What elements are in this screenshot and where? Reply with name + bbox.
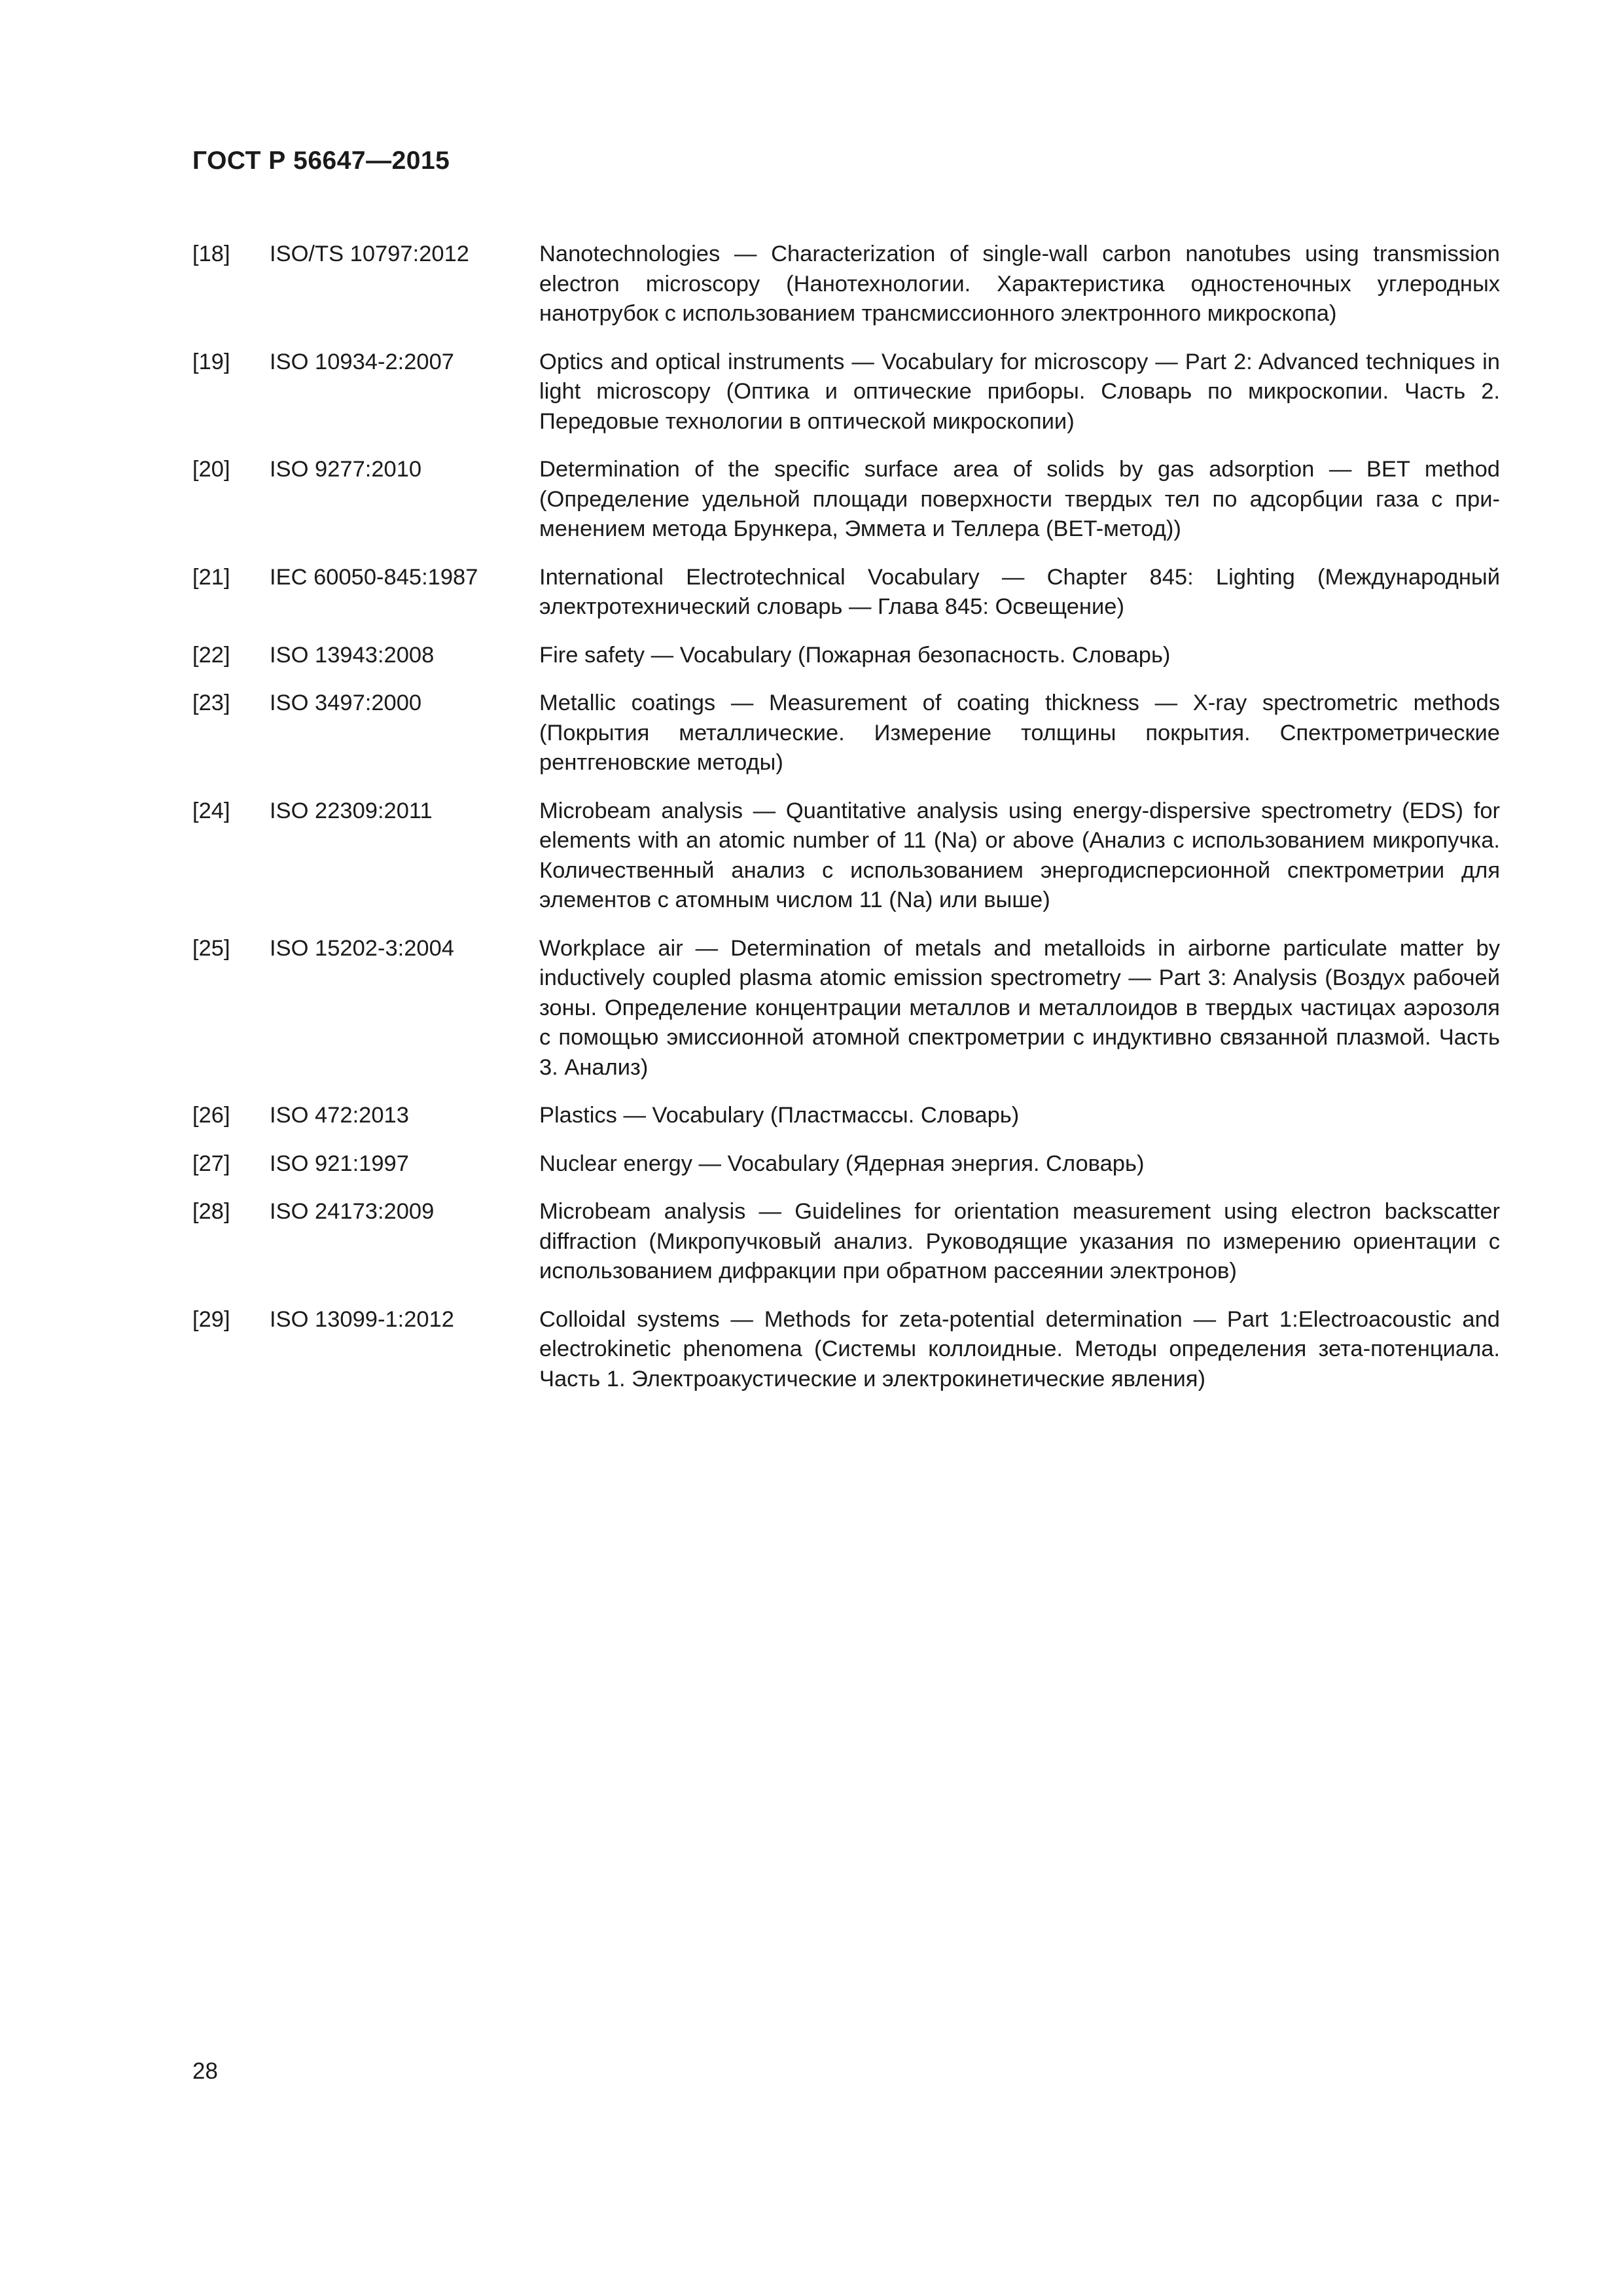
- reference-title: Workplace air — Determination of metals and metalloids in airborne particulate matter by inductively coupled plasma atomic emission spectrometry — Part 3: Analysis (Воздух рабочей зоны. Определение концентрации металлов и металлоидов в твердых частицах аэрозоля с помощью эмиссионной атомной спектрометрии с индуктивно связанной плазмой. Часть 3. Анализ): [539, 935, 1500, 1080]
- reference-number: [28]: [192, 1199, 230, 1224]
- reference-item: [192, 348, 1500, 437]
- reference-standard-code: ISO 472:2013: [270, 1103, 409, 1128]
- reference-title: Fire safety — Vocabulary (Пожарная безопасность. Словарь): [539, 642, 1171, 668]
- reference-number: [20]: [192, 457, 230, 482]
- reference-item: [192, 934, 1500, 1083]
- reference-standard-code: ISO 921:1997: [270, 1151, 409, 1176]
- reference-number: [26]: [192, 1103, 230, 1128]
- reference-title: Colloidal systems — Methods for zeta-potential determination — Part 1:Electroacoustic and electrokinetic phenomena (Системы коллоидные. Методы определения зета-потенциала. Часть 1. Электроакустические и электрокинетические явления): [539, 1306, 1500, 1391]
- reference-item: [192, 455, 1500, 545]
- reference-item: [192, 1305, 1500, 1395]
- reference-item: [192, 240, 1500, 329]
- reference-title: International Electrotechnical Vocabulary — Chapter 845: Lighting (Международный электротехнический словарь — Глава 845: Освещение): [539, 564, 1500, 619]
- reference-standard-code: ISO 3497:2000: [270, 691, 422, 715]
- reference-standard-code: ISO 13099-1:2012: [270, 1306, 454, 1332]
- reference-standard-code: ISO 15202-3:2004: [270, 935, 454, 961]
- reference-standard-code: ISO 13943:2008: [270, 642, 435, 668]
- reference-standard-code: ISO/TS 10797:2012: [270, 242, 469, 266]
- reference-title: Determination of the specific surface area of solids by gas adsorption — BET method (Определение удельной площади поверхности твердых тел по адсорбции газа с применением метода Брункера, Эммета и Теллера (BET-метод)): [539, 457, 1500, 541]
- reference-number: [29]: [192, 1306, 230, 1332]
- reference-item: [192, 689, 1500, 778]
- reference-standard-code: ISO 24173:2009: [270, 1199, 435, 1224]
- reference-item: [192, 1101, 1500, 1131]
- reference-standard-code: ISO 22309:2011: [270, 798, 433, 823]
- document-header: ГОСТ Р 56647—2015: [192, 147, 450, 175]
- reference-title: Optics and optical instruments — Vocabulary for microscopy — Part 2: Advanced techniques in light microscopy (Оптика и оптические приборы. Словарь по микроскопии. Часть 2. Передовые технологии в оптической микроскопии): [539, 349, 1500, 434]
- reference-item: [192, 797, 1500, 916]
- reference-item: [192, 1197, 1500, 1287]
- reference-title: Nuclear energy — Vocabulary (Ядерная энергия. Словарь): [539, 1151, 1145, 1176]
- reference-number: [25]: [192, 935, 230, 961]
- reference-title: Plastics — Vocabulary (Пластмассы. Словарь): [539, 1103, 1020, 1128]
- reference-number: [23]: [192, 691, 230, 715]
- reference-number: [19]: [192, 349, 230, 374]
- reference-standard-code: ISO 10934-2:2007: [270, 349, 454, 374]
- reference-standard-code: IEC 60050-845:1987: [270, 564, 478, 590]
- reference-number: [18]: [192, 242, 230, 266]
- page-number: 28: [192, 2058, 218, 2084]
- reference-list: [192, 240, 1500, 1412]
- reference-number: [22]: [192, 642, 230, 668]
- reference-number: [24]: [192, 798, 230, 823]
- reference-title: Nanotechnologies — Characterization of single-wall carbon nanotubes using transmission electron microscopy (Нанотехнологии. Характеристика одностеночных углеродных нанотрубок с использованием трансмиссионного электронного микроскопа): [539, 242, 1500, 326]
- reference-item: [192, 641, 1500, 671]
- reference-title: Metallic coatings — Measurement of coating thickness — X-ray spectrometric methods (Покрытия металлические. Измерение толщины покрытия. Спектрометрические рентгеновские методы): [539, 691, 1500, 775]
- reference-standard-code: ISO 9277:2010: [270, 457, 422, 482]
- reference-title: Microbeam analysis — Guidelines for orientation measurement using electron backscatter diffraction (Микропучковый анализ. Руководящие указания по измерению ориентации с использованием дифракции при обратном рассеянии электронов): [539, 1199, 1500, 1283]
- reference-item: [192, 1149, 1500, 1179]
- reference-title: Microbeam analysis — Quantitative analysis using energy-dispersive spectrometry (EDS) for elements with an atomic number of 11 (Na) or above (Анализ с использованием микропучка. Количественный анализ с использованием энергодисперсионной спектрометрии для элементов с атомным числом 11 (Na) или выше): [539, 798, 1500, 912]
- reference-number: [27]: [192, 1151, 230, 1176]
- reference-item: [192, 563, 1500, 622]
- reference-number: [21]: [192, 564, 230, 590]
